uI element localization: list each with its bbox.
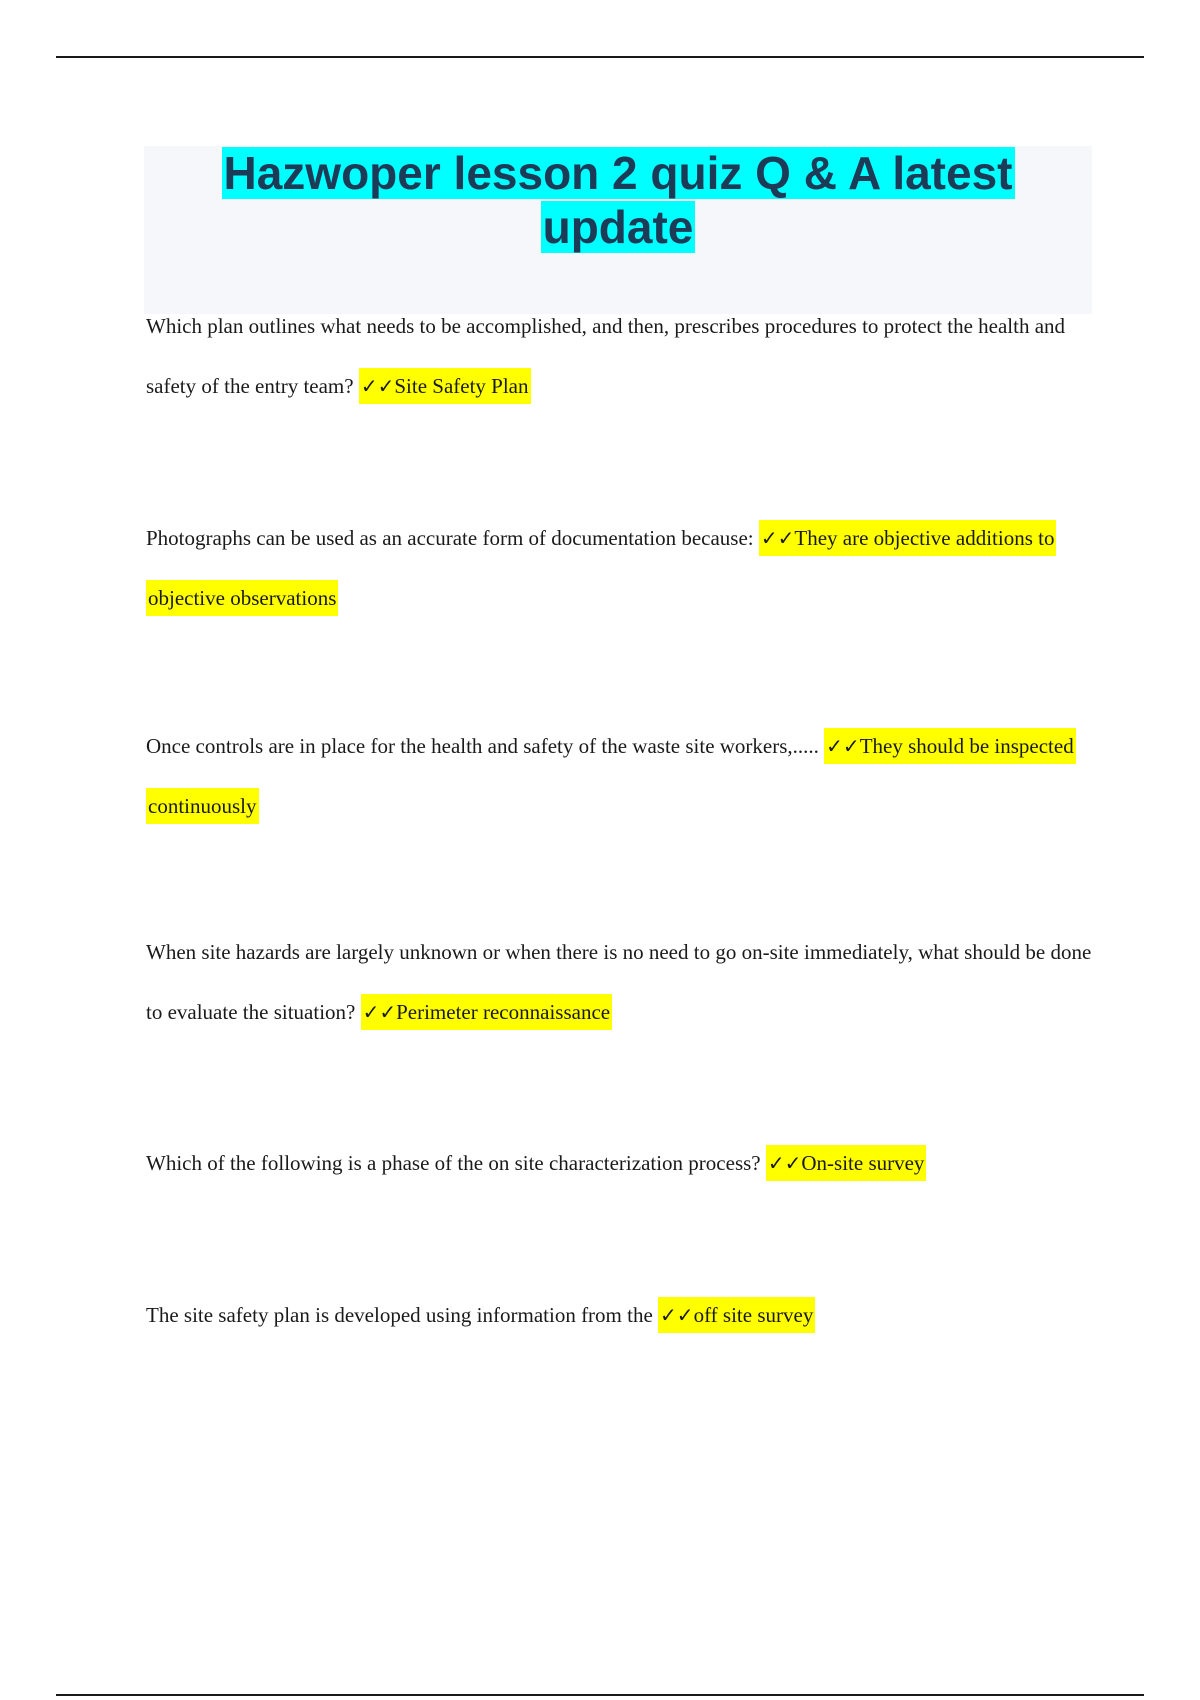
question-text: Which of the following is a phase of the on site characterization process? <box>146 1151 761 1175</box>
double-check-icon: ✓✓ <box>660 1303 694 1327</box>
answer-highlight <box>766 1145 927 1181</box>
bottom-rule <box>56 1694 1144 1696</box>
double-check-icon: ✓✓ <box>362 1000 397 1024</box>
answer-text: They are objective additions to objective observations <box>148 526 1055 610</box>
qa-item <box>146 1133 1096 1193</box>
double-check-icon: ✓✓ <box>767 1151 802 1175</box>
qa-item <box>146 1285 1096 1345</box>
answer-highlight <box>658 1297 815 1333</box>
double-check-icon: ✓✓ <box>826 734 860 758</box>
answer-text: They should be inspected continuously <box>148 734 1074 818</box>
qa-item <box>146 922 1096 1042</box>
title-block <box>144 146 1092 314</box>
double-check-icon: ✓✓ <box>760 526 795 550</box>
top-rule <box>56 56 1144 58</box>
question-text: Photographs can be used as an accurate form of documentation because: <box>146 526 754 550</box>
qa-item <box>146 508 1096 628</box>
question-text: Once controls are in place for the health and safety of the waste site workers,..... <box>146 734 819 758</box>
page-title-text: Hazwoper lesson 2 quiz Q & A latest update <box>223 147 1013 253</box>
qa-item <box>146 716 1096 836</box>
question-text: Which plan outlines what needs to be accomplished, and then, prescribes procedures to protect the health and safety of the entry team? <box>146 314 1066 398</box>
double-check-icon: ✓✓ <box>360 374 395 398</box>
answer-highlight <box>361 994 613 1030</box>
answer-text: off site survey <box>693 1303 814 1327</box>
answer-highlight <box>359 368 531 404</box>
page-title <box>144 146 1092 254</box>
qa-item <box>146 296 1096 416</box>
question-text: When site hazards are largely unknown or when there is no need to go on-site immediately, what should be done to evaluate the situation? <box>146 940 1092 1024</box>
answer-text: Site Safety Plan <box>394 374 529 398</box>
question-text: The site safety plan is developed using information from the <box>146 1303 653 1327</box>
answer-text: On-site survey <box>801 1151 925 1175</box>
answer-text: Perimeter reconnaissance <box>396 1000 611 1024</box>
